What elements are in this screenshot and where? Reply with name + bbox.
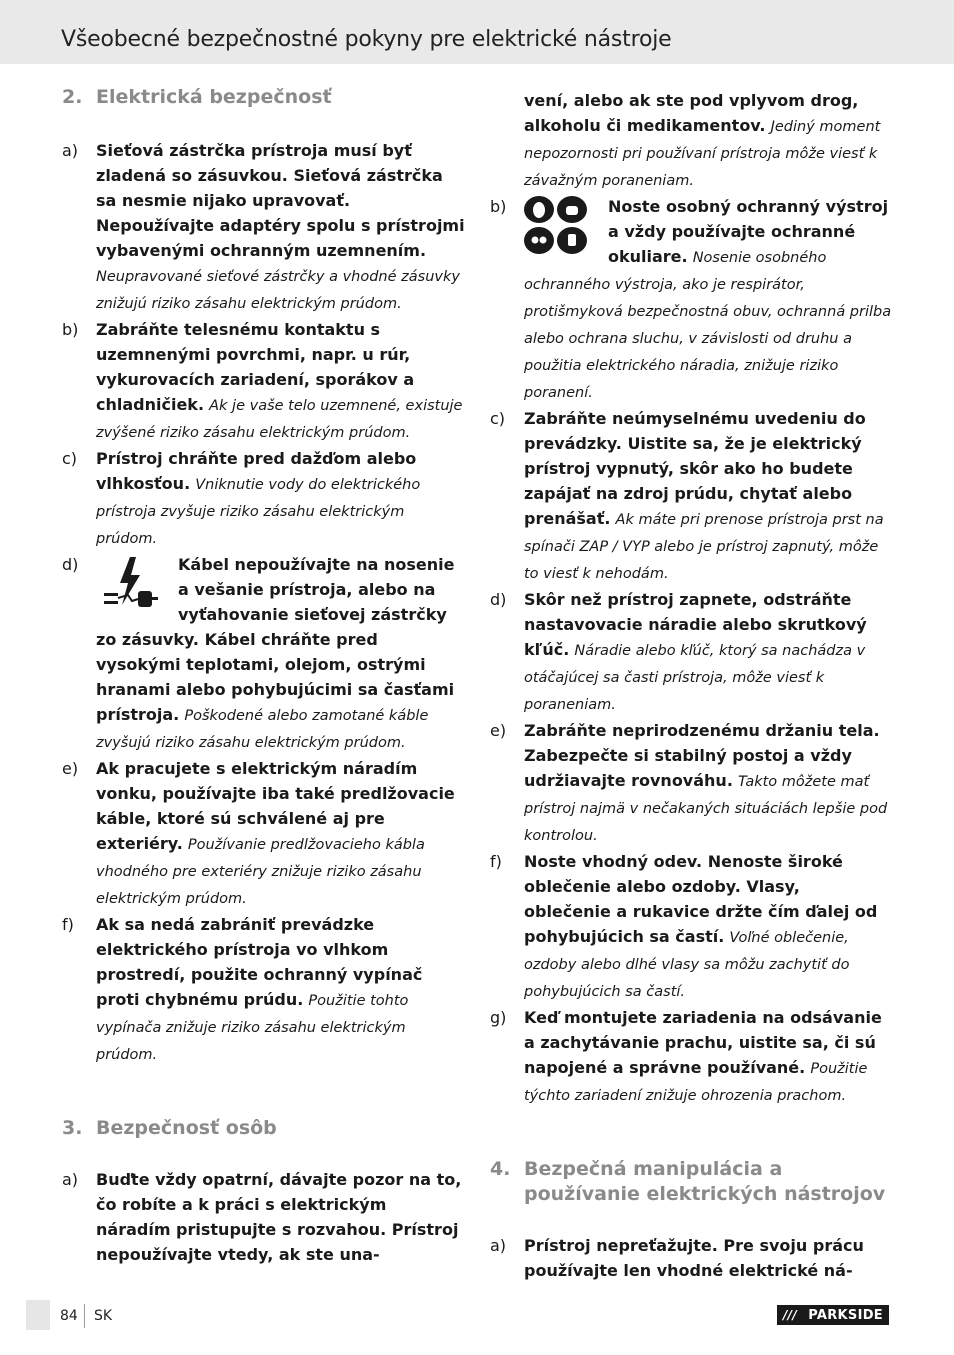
item-2f: f) Ak sa nedá zabrániť prevádzke elektrického prístroja vo vlhkom prostredí, použite ochranný vypínač proti chybnému prúdu. Použitie tohto vypínača znižuje riziko zásahu elektrickým prúdom. (62, 915, 423, 1063)
item-2d: d) Kábel nepoužívajte na nosenie a vešanie prístroja, alebo na vyťahovanie sieťovej zástrčky zo zásuvky. Kábel chráňte pred vysokými teplotami, olejom, ostrými hranami alebo pohybujúcimi sa časťami prístroja. Poškodené alebo zamotané káble zvyšujú riziko zásahu elektrickým prúdom. (62, 555, 455, 751)
language-code: SK (94, 1308, 113, 1324)
brand-stripes: /// (783, 1308, 798, 1322)
brand-name: PARKSIDE (808, 1307, 883, 1323)
left-column (62, 85, 466, 1267)
footer-marker (26, 1300, 50, 1330)
item-3f: f) Noste vhodný odev. Nenoste široké oblečenie alebo ozdoby. Vlasy, oblečenie a rukavice držte čím ďalej od pohybujúcich sa častí. Voľné oblečenie, ozdoby alebo dlhé vlasy sa môžu zachytiť do pohybujúcich sa častí. (490, 852, 878, 1000)
section-4-heading: 4. Bezpečná manipulácia a používanie elektrických nástrojov (490, 1158, 886, 1205)
item-2a: a) Sieťová zástrčka prístroja musí byť zladená so zásuvkou. Sieťová zástrčka sa nesmie nijako upravovať. Nepoužívajte adaptéry spolu s prístrojmi vybavenými ochranným uzemnením. Neupravované sieťové zástrčky a vhodné zásuvky znižujú riziko zásahu elektrickým prúdom. (62, 141, 465, 312)
item-3e: e) Zabráňte neprirodzenému držaniu tela. Zabezpečte si stabilný postoj a vždy udržiavajte rovnováhu. Takto môžete mať prístroj najmä v nečakaných situáciách lepšie pod kontrolou. (490, 721, 888, 844)
header-title: Všeobecné bezpečnostné pokyny pre elektrické nástroje (61, 27, 672, 52)
right-column (490, 88, 892, 1283)
section-2-heading: 2. Elektrická bezpečnosť (62, 86, 332, 108)
item-2e: e) Ak pracujete s elektrickým náradím vonku, používajte iba také predlžovacie káble, ktoré sú schválené aj pre exteriéry. Používanie predlžovacieho kábla vhodného pre exteriéry znižuje riziko zásahu elektrickým prúdom. (62, 759, 455, 907)
item-3d: d) Skôr než prístroj zapnete, odstráňte nastavovacie náradie alebo skrutkový kľúč. Náradie alebo kľúč, ktorý sa nachádza v otáčajúcej sa časti prístroja, môže viesť k poraneniam. (490, 590, 867, 713)
item-3g: g) Keď montujete zariadenia na odsávanie a zachytávanie prachu, uistite sa, či sú napojené a správne používané. Použitie týchto zariadení znižuje ohrozenia prachom. (490, 1008, 882, 1104)
electric-shock-warning-icon (96, 556, 164, 612)
protective-equipment-icon (524, 196, 598, 254)
item-2b: b) Zabráňte telesnému kontaktu s uzemnenými povrchmi, napr. u rúr, vykurovacích zariadení, sporákov a chladničiek. Ak je vaše telo uzemnené, existuje zvýšené riziko zásahu elektrickým prúdom. (62, 320, 463, 441)
item-3b: b) Noste osobný ochranný výstroj a vždy používajte ochranné okuliare. Nosenie osobného ochranného výstroja, ako je respirátor, protišmyková bezpečnostná obuv, ochranná prilba alebo ochrana sluchu, v závislosti od druhu a použitia elektrického náradia, znižuje riziko poranení. (490, 197, 892, 401)
item-4a: a) Prístroj nepreťažujte. Pre svoju prácu používajte len vhodné elektrické ná- (490, 1236, 864, 1280)
item-2c: c) Prístroj chráňte pred dažďom alebo vlhkosťou. Vniknutie vody do elektrického prístroja zvyšuje riziko zásahu elektrickým prúdom. (62, 449, 421, 547)
item-3c: c) Zabráňte neúmyselnému uvedeniu do prevádzky. Uistite sa, že je elektrický prístroj vypnutý, skôr ako ho budete zapájať na zdroj prúdu, chytať alebo prenášať. Ak máte pri prenose prístroja prst na spínači ZAP / VYP alebo je prístroj zapnutý, môže to viesť k nehodám. (490, 409, 884, 582)
item-3a: a) Buďte vždy opatrní, dávajte pozor na to, čo robíte a k práci s elektrickým náradím pristupujte s rozvahou. Prístroj nepoužívajte vtedy, ak ste una- (62, 1170, 462, 1264)
brand-logo (777, 1305, 889, 1325)
page-header (0, 0, 954, 64)
footer-divider (84, 1304, 85, 1328)
item-3a-continued: vení, alebo ak ste pod vplyvom drog, alkoholu či medikamentov. Jediný moment nepozornosti pri používaní prístroja môže viesť k závažným poraneniam. (524, 91, 881, 189)
page-number: 84 (60, 1308, 78, 1324)
section-3-heading: 3. Bezpečnosť osôb (62, 1117, 277, 1139)
